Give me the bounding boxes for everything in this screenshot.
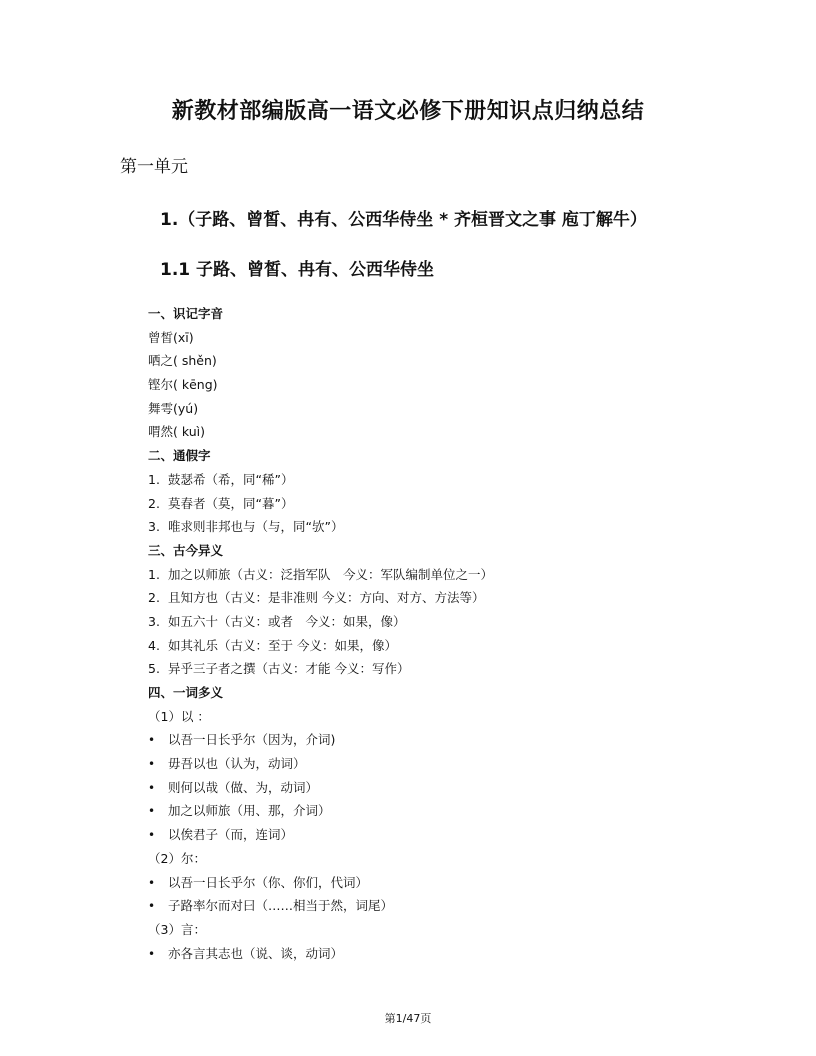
- list-text: 以俟君子（而，连词）: [168, 827, 294, 843]
- list-text: 以吾一日长乎尔（你、你们，代词）: [168, 874, 369, 890]
- list-text: 如五六十（古义：或者 今义：如果，像）: [168, 613, 406, 629]
- list-text: 唯求则非邦也与（与，同“欤”）: [168, 519, 344, 535]
- duoyi-group-label: （1）以 ：: [148, 708, 210, 724]
- list-text: 异乎三子者之撰（古义：才能 今义：写作）: [168, 661, 410, 677]
- subsection-heading: 1.1 子路、曾皙、冉有、公西华侍坐: [160, 260, 435, 280]
- unit-heading: 第一单元: [120, 157, 188, 177]
- list-number: 1.: [148, 566, 160, 582]
- list-text: 毋吾以也（认为，动词）: [168, 756, 306, 772]
- list-number: 2.: [148, 590, 160, 606]
- tongjia-heading: 二、通假字: [148, 448, 211, 464]
- gujin-item: [148, 657, 748, 681]
- list-number: 1.: [148, 471, 160, 487]
- list-text: 加之以师旅（用、那，介词）: [168, 803, 331, 819]
- bullet-icon: •: [148, 899, 156, 914]
- pronunciation-item: 喟然( kuì): [148, 424, 205, 440]
- bullet-icon: •: [148, 804, 156, 819]
- pronunciation-item: 曾皙(xī): [148, 329, 194, 345]
- bullet-icon: •: [148, 828, 156, 843]
- duoyi-item: [148, 894, 748, 918]
- duoyi-item: [148, 776, 748, 800]
- gujin-item: [148, 563, 748, 587]
- duoyi-group-label: （3）言：: [148, 921, 206, 937]
- list-text: 子路率尔而对曰（……相当于然，词尾）: [168, 898, 394, 914]
- pronunciation-heading: 一、识记字音: [148, 306, 224, 321]
- page-number-footer: 第1/47页: [384, 1012, 432, 1025]
- pronunciation-item: 舞雩(yú): [148, 400, 199, 416]
- pronunciation-item: 哂之( shěn): [148, 353, 217, 369]
- gujin-item: [148, 586, 748, 610]
- tongjia-item: [148, 515, 748, 539]
- list-text: 加之以师旅（古义：泛指军队 今义：军队编制单位之一）: [168, 566, 494, 582]
- bullet-icon: •: [148, 757, 156, 772]
- duoyi-heading: 四、一词多义: [148, 685, 224, 700]
- duoyi-item: [148, 799, 748, 823]
- duoyi-item: [148, 823, 748, 847]
- gujin-heading: 三、古今异义: [148, 542, 224, 558]
- list-text: 如其礼乐（古义：至于 今义：如果，像）: [168, 637, 397, 653]
- list-text: 且知方也（古义：是非准则 今义：方向、对方、方法等）: [168, 590, 485, 606]
- list-number: 4.: [148, 637, 160, 653]
- list-text: 亦各言其志也（说、谈，动词）: [168, 945, 344, 961]
- document-title: 新教材部编版高一语文必修下册知识点归纳总结: [171, 99, 645, 124]
- bullet-icon: •: [148, 875, 156, 890]
- bullet-icon: •: [148, 733, 156, 748]
- list-text: 鼓瑟希（希，同“稀”）: [168, 471, 294, 487]
- list-number: 3.: [148, 519, 160, 535]
- duoyi-item: [148, 871, 748, 895]
- gujin-item: [148, 634, 748, 658]
- list-number: 5.: [148, 661, 160, 677]
- gujin-item: [148, 610, 748, 634]
- list-number: 3.: [148, 613, 160, 629]
- tongjia-item: [148, 468, 748, 492]
- duoyi-group-label: （2）尔：: [148, 850, 206, 866]
- section-heading: 1.（子路、曾皙、冉有、公西华侍坐 * 齐桓晋文之事 庖丁解牛）: [160, 210, 647, 230]
- pronunciation-item: 铿尔( kēng): [148, 377, 218, 393]
- list-number: 2.: [148, 495, 160, 511]
- list-text: 则何以哉（做、为，动词）: [168, 779, 319, 795]
- bullet-icon: •: [148, 946, 156, 961]
- duoyi-item: [148, 942, 748, 966]
- list-text: 以吾一日长乎尔（因为，介词): [168, 732, 336, 748]
- bullet-icon: •: [148, 780, 156, 795]
- duoyi-item: [148, 728, 748, 752]
- list-text: 莫春者（莫，同“暮”）: [168, 495, 294, 511]
- tongjia-item: [148, 492, 748, 516]
- duoyi-item: [148, 752, 748, 776]
- content-body: [148, 302, 748, 965]
